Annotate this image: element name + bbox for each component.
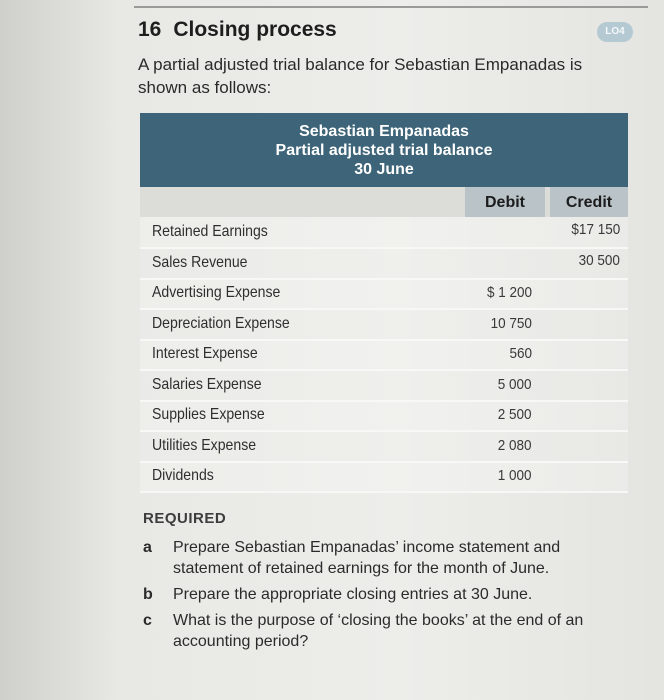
exercise-heading [138,18,337,42]
debit-amount: 10 750 [490,314,532,332]
table-row [140,339,628,371]
debit-amount: 2 500 [498,406,532,423]
account-name: Dividends [152,467,214,484]
table-row [140,309,628,341]
table-row [140,461,628,493]
required-heading: REQUIRED [143,510,227,527]
debit-amount: 2 080 [498,436,532,454]
required-item-letter: c [143,612,152,629]
account-name: Utilities Expense [152,436,257,454]
account-name: Depreciation Expense [152,314,290,332]
trial-balance-header [140,113,628,187]
debit-amount: 5 000 [498,375,532,393]
account-name: Sales Revenue [152,253,248,271]
account-name: Retained Earnings [152,223,268,240]
debit-column-header: Debit [465,187,545,217]
table-row [140,278,628,310]
exercise-intro: A partial adjusted trial balance for Sebastian Empanadas is shown as follows: [138,55,583,97]
required-item-letter: b [143,586,153,603]
debit-amount: 560 [509,345,532,362]
required-item-text: Prepare the appropriate closing entries at 30 June. [173,586,533,603]
exercise-title: Closing process [173,18,337,41]
account-name: Salaries Expense [152,375,262,393]
company-name: Sebastian Empanadas [299,123,469,140]
account-name: Advertising Expense [152,284,281,301]
learning-objective-badge: LO4 [597,22,633,42]
column-header-row [140,187,628,217]
table-row [140,431,628,463]
debit-amount: 1 000 [498,467,532,484]
required-item-letter: a [143,539,152,556]
account-name: Interest Expense [152,345,258,362]
debit-amount: $ 1 200 [486,284,532,301]
table-subtitle: Partial adjusted trial balance [275,142,493,159]
required-item-text: Prepare Sebastian Empanadas’ income statement and statement of retained earnings for the month of June. [173,539,561,577]
credit-column-header: Credit [550,187,628,217]
required-item-text: What is the purpose of ‘closing the books’ at the end of an accounting period? [173,612,584,650]
table-row [140,248,628,280]
table-row [140,370,628,402]
credit-amount: $17 150 [571,221,620,238]
table-row [140,217,628,249]
table-date: 30 June [354,161,414,178]
account-name: Supplies Expense [152,406,265,423]
credit-amount: 30 500 [578,251,620,269]
top-rule [134,6,648,8]
table-row [140,400,628,432]
exercise-number: 16 [138,18,162,41]
